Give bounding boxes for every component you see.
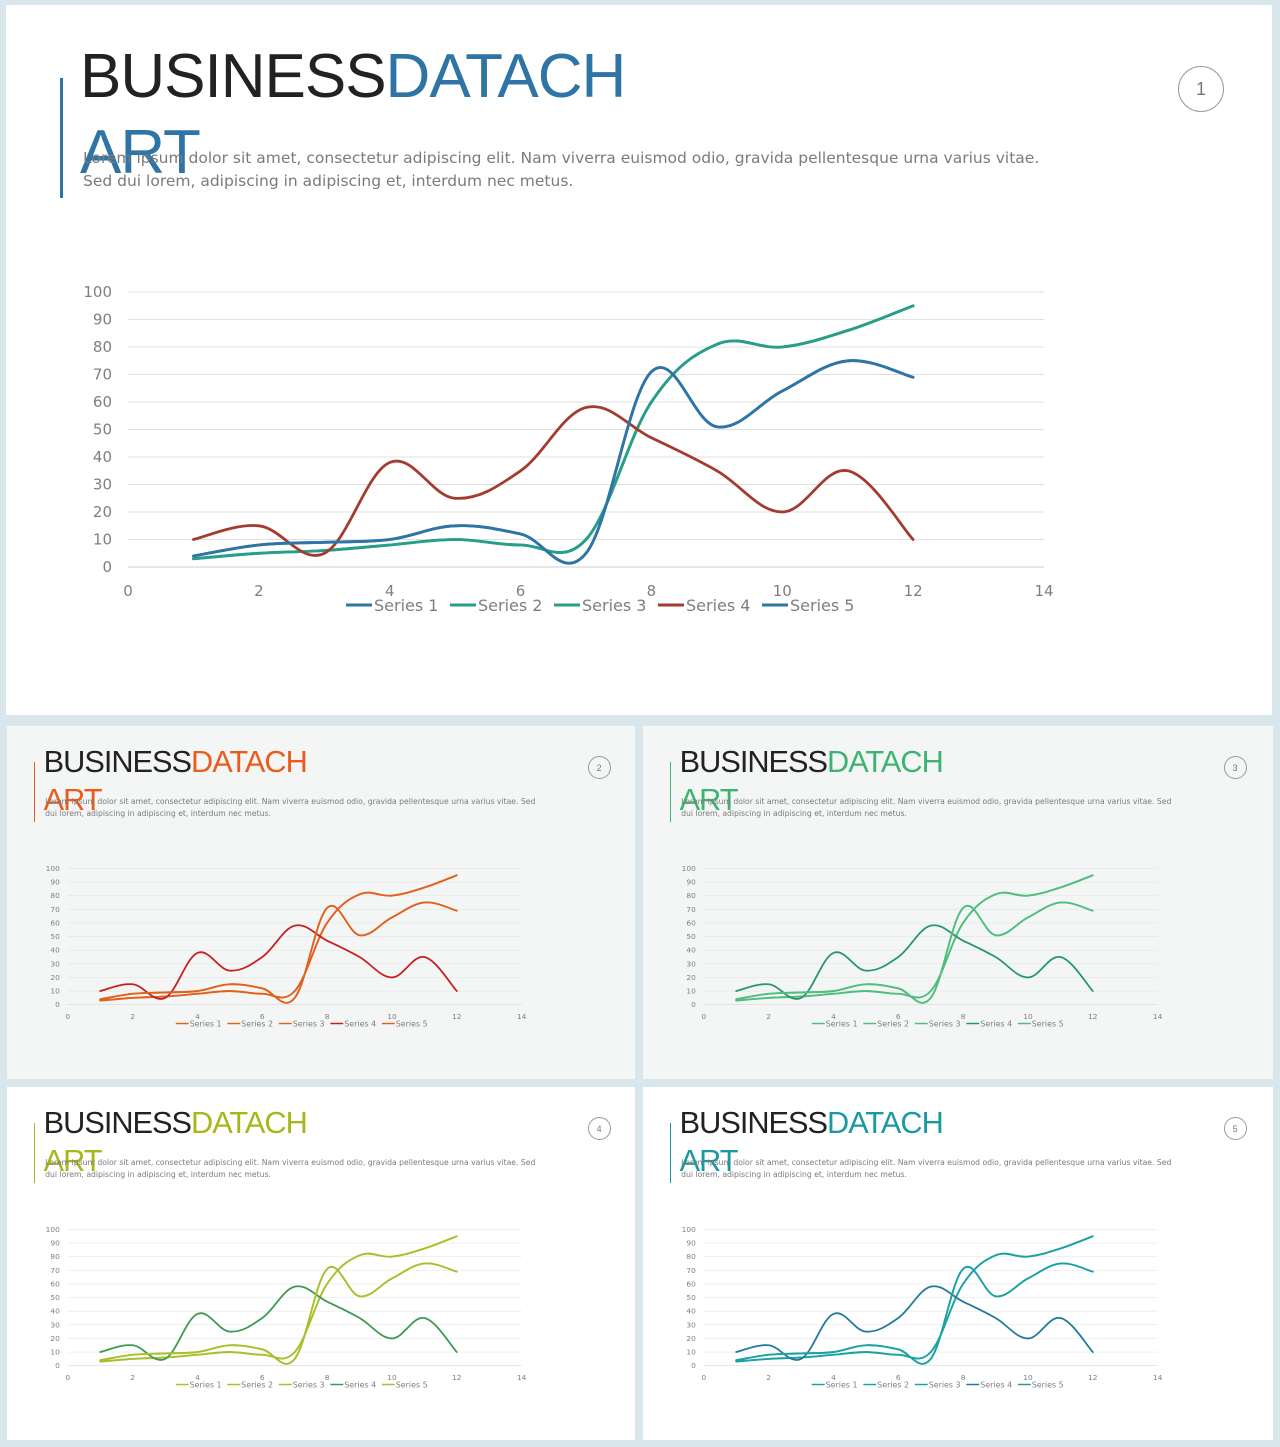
title-accent-part-2: ART (679, 781, 738, 817)
legend-item-1 (175, 1380, 221, 1389)
series-line-1 (100, 1263, 457, 1363)
title-accent-part-2: ART (43, 781, 102, 817)
title-black-part: BUSINESS (679, 1104, 828, 1140)
y-tick-label: 50 (50, 931, 60, 941)
line-chart (678, 860, 1174, 1038)
series-line-5 (736, 902, 1093, 1002)
slide-description: Lorem ipsum dolor sit amet, consectetur adipiscing elit. Nam viverra euismod odio, gravida pellentesque urna varius vitae. Sed dui lorem, adipiscing in adipiscing et, interdum nec metus. (83, 149, 1040, 190)
y-tick-label: 20 (50, 1333, 60, 1343)
title-accent-part: DATACH (191, 1104, 307, 1140)
slide-5 (643, 1087, 1273, 1440)
legend-item-1 (811, 1380, 857, 1389)
series-line-4 (193, 407, 913, 556)
y-tick-label: 100 (45, 863, 60, 873)
legend-label: Series 4 (686, 596, 751, 615)
y-tick-label: 80 (50, 890, 60, 900)
series-line-3 (100, 1236, 457, 1361)
y-tick-label: 30 (50, 1320, 60, 1330)
series-line-4 (100, 1286, 457, 1360)
series-line-4 (100, 925, 457, 999)
slide-number-badge: 1 (1178, 66, 1224, 112)
legend-item-3 (915, 1380, 961, 1389)
x-tick-label: 2 (129, 1011, 135, 1021)
line-chart (678, 1221, 1174, 1399)
series-line-3 (736, 875, 1093, 1000)
slide-description: Lorem ipsum dolor sit amet, consectetur adipiscing elit. Nam viverra euismod odio, gravida pellentesque urna varius vitae. Sed dui lorem, adipiscing in adipiscing et, interdum nec metus. (45, 1158, 536, 1179)
legend-label: Series 3 (292, 1019, 325, 1029)
x-tick-label: 2 (254, 582, 264, 600)
slide-3 (643, 726, 1273, 1079)
title-black-part: BUSINESS (43, 743, 192, 779)
x-tick-label: 10 (386, 1372, 397, 1382)
x-tick-label: 8 (324, 1011, 330, 1021)
x-tick-label: 6 (895, 1011, 901, 1021)
legend-label: Series 3 (292, 1380, 325, 1390)
y-tick-label: 0 (54, 999, 60, 1009)
y-tick-label: 100 (681, 1224, 696, 1234)
title-accent-part: DATACH (827, 1104, 943, 1140)
legend-label: Series 2 (240, 1380, 273, 1390)
title-black-part: BUSINESS (80, 42, 386, 111)
y-tick-label: 70 (92, 365, 112, 384)
slide-description: Lorem ipsum dolor sit amet, consectetur adipiscing elit. Nam viverra euismod odio, gravida pellentesque urna varius vitae. Sed dui lorem, adipiscing in adipiscing et, interdum nec metus. (681, 1158, 1172, 1179)
y-tick-label: 0 (102, 558, 112, 576)
y-tick-label: 30 (92, 475, 112, 494)
slide-number-badge: 2 (588, 756, 611, 779)
y-tick-label: 30 (686, 1320, 696, 1330)
x-tick-label: 10 (772, 582, 792, 600)
x-tick-label: 0 (65, 1372, 70, 1382)
line-chart (42, 860, 538, 1038)
legend-item-2 (227, 1380, 273, 1389)
legend-item-4 (330, 1380, 376, 1389)
x-tick-label: 6 (515, 582, 526, 600)
legend-label: Series 2 (876, 1380, 909, 1390)
slide-description: Lorem ipsum dolor sit amet, consectetur adipiscing elit. Nam viverra euismod odio, gravida pellentesque urna varius vitae. Sed dui lorem, adipiscing in adipiscing et, interdum nec metus. (45, 797, 536, 818)
legend-item-3 (554, 596, 646, 615)
y-tick-label: 100 (45, 1224, 60, 1234)
x-tick-label: 12 (451, 1011, 462, 1021)
title-black-part: BUSINESS (679, 743, 828, 779)
series-line-3 (193, 306, 913, 559)
y-tick-label: 90 (686, 877, 696, 887)
y-tick-label: 70 (50, 904, 60, 914)
y-tick-label: 80 (50, 1251, 60, 1261)
legend-label: Series 5 (1031, 1019, 1064, 1029)
y-tick-label: 40 (686, 945, 696, 955)
legend-label: Series 4 (979, 1380, 1012, 1390)
y-tick-label: 70 (686, 904, 696, 914)
y-tick-label: 40 (50, 1306, 60, 1316)
title-accent-part-2: ART (679, 1142, 738, 1178)
series-line-5 (100, 902, 457, 1002)
series-line-1 (100, 902, 457, 1002)
x-tick-label: 12 (1087, 1011, 1098, 1021)
y-tick-label: 10 (50, 1347, 60, 1357)
y-tick-label: 80 (92, 338, 112, 356)
legend-label: Series 4 (343, 1019, 376, 1029)
legend-label: Series 1 (189, 1019, 222, 1029)
y-tick-label: 10 (50, 986, 60, 996)
legend-label: Series 2 (478, 596, 543, 615)
x-tick-label: 6 (259, 1372, 265, 1382)
slide-description: Lorem ipsum dolor sit amet, consectetur adipiscing elit. Nam viverra euismod odio, gravida pellentesque urna varius vitae. Sed dui lorem, adipiscing in adipiscing et, interdum nec metus. (681, 797, 1172, 818)
x-tick-label: 4 (194, 1011, 200, 1021)
x-tick-label: 14 (1034, 582, 1054, 600)
legend-label: Series 1 (825, 1019, 858, 1029)
y-tick-label: 40 (92, 448, 112, 466)
y-tick-label: 40 (50, 945, 60, 955)
title-accent-part: DATACH (191, 743, 307, 779)
legend-label: Series 5 (395, 1380, 428, 1390)
x-tick-label: 2 (765, 1372, 771, 1382)
legend-label: Series 1 (189, 1380, 222, 1390)
y-tick-label: 50 (686, 1292, 696, 1302)
x-tick-label: 10 (1022, 1372, 1033, 1382)
title-accent-bar (34, 1123, 36, 1182)
x-tick-label: 8 (960, 1011, 966, 1021)
title-accent-part-2: ART (43, 1142, 102, 1178)
y-tick-label: 10 (686, 1347, 696, 1357)
y-tick-label: 60 (92, 393, 112, 411)
legend-item-3 (915, 1019, 961, 1028)
series-line-3 (736, 1236, 1093, 1361)
x-tick-label: 8 (646, 582, 657, 600)
legend-label: Series 1 (825, 1380, 858, 1390)
y-tick-label: 90 (50, 877, 60, 887)
legend-label: Series 2 (876, 1019, 909, 1029)
legend-item-2 (227, 1019, 273, 1028)
x-tick-label: 12 (451, 1372, 462, 1382)
title-accent-part: DATACH (385, 42, 626, 111)
y-tick-label: 50 (686, 931, 696, 941)
y-tick-label: 80 (686, 890, 696, 900)
slide-1 (6, 5, 1272, 715)
x-tick-label: 12 (903, 582, 923, 600)
x-tick-label: 10 (1022, 1011, 1033, 1021)
x-tick-label: 14 (1152, 1372, 1163, 1382)
y-tick-label: 0 (54, 1360, 60, 1370)
series-line-5 (100, 1263, 457, 1363)
y-tick-label: 0 (690, 1360, 696, 1370)
legend-item-3 (279, 1380, 325, 1389)
series-line-1 (736, 902, 1093, 1002)
x-tick-label: 4 (384, 582, 395, 600)
y-tick-label: 80 (686, 1251, 696, 1261)
line-chart (42, 1221, 538, 1399)
title-accent-part: DATACH (827, 743, 943, 779)
x-tick-label: 4 (830, 1011, 836, 1021)
title-black-part: BUSINESS (43, 1104, 192, 1140)
y-tick-label: 90 (92, 310, 112, 329)
x-tick-label: 0 (701, 1011, 706, 1021)
y-tick-label: 50 (50, 1292, 60, 1302)
x-tick-label: 14 (1152, 1011, 1163, 1021)
x-tick-label: 2 (765, 1011, 771, 1021)
x-tick-label: 4 (194, 1372, 200, 1382)
slide-number-badge: 4 (588, 1117, 611, 1140)
y-tick-label: 70 (686, 1265, 696, 1275)
y-tick-label: 20 (686, 1333, 696, 1343)
legend-item-4 (966, 1380, 1012, 1389)
series-line-4 (736, 1286, 1093, 1360)
x-tick-label: 6 (895, 1372, 901, 1382)
y-tick-label: 50 (92, 420, 112, 439)
x-tick-label: 2 (129, 1372, 135, 1382)
y-tick-label: 40 (686, 1306, 696, 1316)
legend-item-1 (811, 1019, 857, 1028)
y-tick-label: 70 (50, 1265, 60, 1275)
legend-item-3 (279, 1019, 325, 1028)
slide-4 (7, 1087, 635, 1440)
y-tick-label: 30 (50, 959, 60, 969)
y-tick-label: 90 (50, 1238, 60, 1248)
x-tick-label: 14 (516, 1372, 527, 1382)
y-tick-label: 20 (50, 972, 60, 982)
y-tick-label: 90 (686, 1238, 696, 1248)
slide-2 (7, 726, 635, 1079)
y-tick-label: 60 (50, 1279, 60, 1289)
title-accent-bar (60, 78, 63, 198)
legend-item-2 (863, 1019, 909, 1028)
x-tick-label: 14 (516, 1011, 527, 1021)
y-tick-label: 60 (686, 918, 696, 928)
series-line-1 (736, 1263, 1093, 1363)
y-tick-label: 10 (686, 986, 696, 996)
legend-label: Series 4 (979, 1019, 1012, 1029)
x-tick-label: 10 (386, 1011, 397, 1021)
legend-label: Series 4 (343, 1380, 376, 1390)
legend-label: Series 5 (395, 1019, 428, 1029)
y-tick-label: 100 (83, 283, 112, 301)
legend-item-2 (450, 596, 542, 615)
x-tick-label: 0 (701, 1372, 706, 1382)
slide-number-badge: 3 (1224, 756, 1247, 779)
slide-number-badge: 5 (1224, 1117, 1247, 1140)
series-line-4 (736, 925, 1093, 999)
legend-item-4 (330, 1019, 376, 1028)
legend-label: Series 3 (582, 596, 647, 615)
x-tick-label: 4 (830, 1372, 836, 1382)
y-tick-label: 10 (92, 530, 112, 549)
title-accent-part-2: ART (80, 118, 200, 187)
x-tick-label: 12 (1087, 1372, 1098, 1382)
y-tick-label: 60 (686, 1279, 696, 1289)
x-tick-label: 0 (65, 1011, 70, 1021)
x-tick-label: 8 (324, 1372, 330, 1382)
x-tick-label: 0 (123, 582, 133, 600)
legend-item-2 (863, 1380, 909, 1389)
legend-label: Series 1 (374, 596, 439, 615)
y-tick-label: 100 (681, 863, 696, 873)
legend-label: Series 5 (790, 596, 855, 615)
line-chart (76, 275, 1076, 635)
legend-item-4 (966, 1019, 1012, 1028)
y-tick-label: 60 (50, 918, 60, 928)
y-tick-label: 20 (92, 503, 112, 521)
legend-label: Series 3 (928, 1380, 961, 1390)
y-tick-label: 20 (686, 972, 696, 982)
legend-label: Series 3 (928, 1019, 961, 1029)
legend-item-1 (175, 1019, 221, 1028)
y-tick-label: 0 (690, 999, 696, 1009)
x-tick-label: 8 (960, 1372, 966, 1382)
legend-item-4 (658, 596, 750, 615)
title-accent-bar (670, 1123, 672, 1182)
title-accent-bar (34, 762, 36, 821)
title-accent-bar (670, 762, 672, 821)
series-line-5 (736, 1263, 1093, 1363)
legend-label: Series 5 (1031, 1380, 1064, 1390)
y-tick-label: 30 (686, 959, 696, 969)
legend-item-1 (346, 596, 438, 615)
legend-label: Series 2 (240, 1019, 273, 1029)
series-line-1 (193, 361, 913, 564)
x-tick-label: 6 (259, 1011, 265, 1021)
series-line-3 (100, 875, 457, 1000)
series-line-5 (193, 361, 913, 564)
